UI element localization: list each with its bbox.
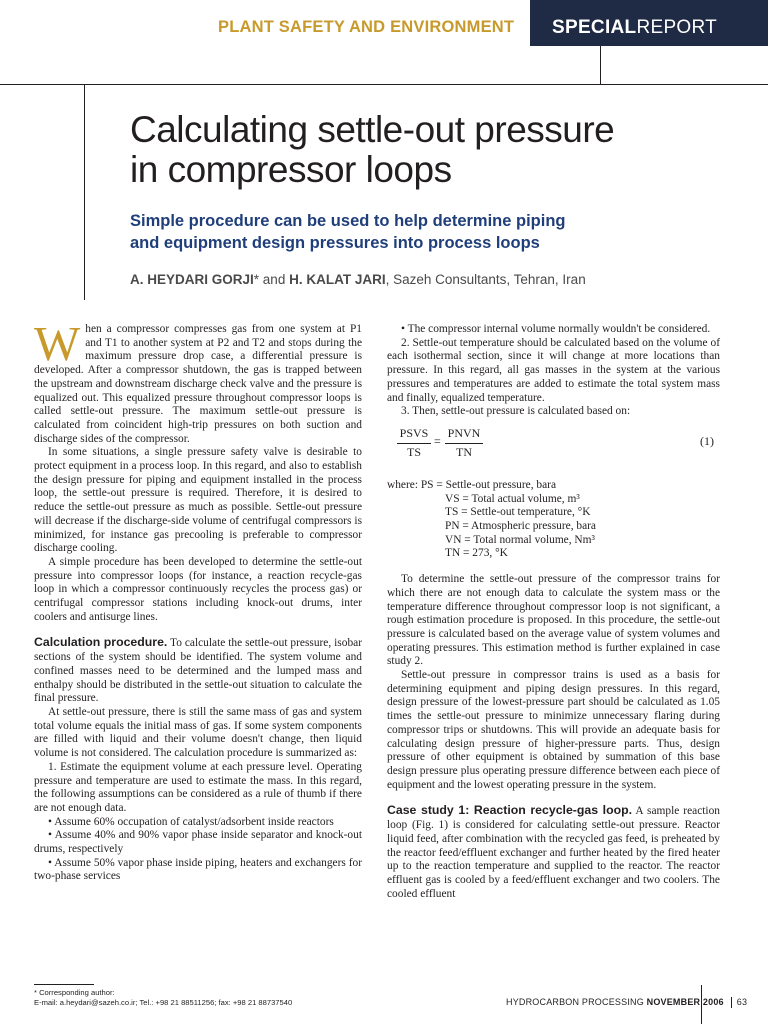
author-affiliation: , Sazeh Consultants, Tehran, Iran — [385, 272, 586, 287]
body-paragraph: A simple procedure has been developed to determine the settle-out pressure into compressor loops (for instance, a reaction recycle-gas loop in which a compressor continuously recycles the process gas) or centrifugal compressor stations including knock-out drums, inter coolers and antisurge lines. — [34, 555, 362, 623]
equation-lhs — [397, 427, 431, 459]
body-column-right — [387, 323, 720, 901]
equation-rhs-numerator: PNVN — [447, 425, 481, 440]
fraction-bar — [397, 443, 431, 444]
equation-number: (1) — [700, 433, 714, 448]
equation-rhs — [445, 427, 483, 459]
body-paragraph: Settle-out pressure in compressor trains is used as a basis for determining equipment and piping design pressures. In this regard, design pressure of the lowest-pressure part should be calculated as 1.05 times the settle-out pressure to minimize unnecessary flaring during compressor trips or shutdowns. This will provide an adequate basis for calculating design pressure of higher-pressure parts. Thus, design pressure of other equipment is obtained by summation of this base design pressure plus operating pressure difference between each piece of equipment and the lowest operating pressure in the system. — [387, 669, 720, 791]
case-study-text: A sample reaction loop (Fig. 1) is considered for calculating settle-out pressure. Reactor liquid feed, after combination with the recycled gas feed, is preheated by the reactor feed/effluent exchanger and further heated by the fired heater up to the reaction temperature and supplied to the reactor. The reactor effluent gas is cooled by a feed/effluent exchanger and two coolers. The cooled effluent — [387, 805, 720, 900]
body-paragraph: To determine the settle-out pressure of the compressor trains for which there are not enough data to calculate the system mass or the temperature difference throughout compressor loop is not significant, a rough estimation procedure is proposed. In this procedure, the settle-out pressure is calculated based on the average value of system volumes and operating pressures. This estimation method is further explained in case study 2. — [387, 573, 720, 668]
page-folio — [506, 997, 747, 1008]
folio-divider — [731, 997, 732, 1008]
definition-ts: TS = Settle-out temperature, °K — [445, 506, 591, 519]
subtitle-line-1: Simple procedure can be used to help determine piping — [130, 212, 566, 230]
body-paragraph: 1. Estimate the equipment volume at each pressure level. Operating pressure and temperature are used to estimate the mass. In this regard, the following assumptions can be considered as a rule of thumb if there are not enough data. — [34, 760, 362, 814]
calc-text: To calculate the settle-out pressure, isobar sections of the system should be identified. The system volume and confined masses need to be determined and the lumped mass and enthalpy should be distributed in the settle-out situation to calculate the final pressure. — [34, 637, 362, 705]
bullet-item: • Assume 60% occupation of catalyst/adsorbent inside reactors — [48, 815, 334, 828]
author-1: A. HEYDARI GORJI — [130, 272, 254, 287]
equation-equals: = — [434, 433, 441, 448]
footnote-label: * Corresponding author: — [34, 988, 115, 997]
calc-procedure-paragraph — [34, 636, 362, 706]
page-number: 63 — [736, 997, 748, 1007]
section-heading-calculation: Calculation procedure. — [34, 635, 168, 650]
body-paragraph: 3. Then, settle-out pressure is calculated based on: — [401, 405, 631, 418]
bullet-item: • Assume 40% and 90% vapor phase inside separator and knock-out drums, respectively — [34, 829, 362, 856]
definition-vs: VS = Total actual volume, m³ — [445, 492, 580, 505]
variable-definitions — [387, 479, 720, 561]
equation-lhs-numerator: PSVS — [399, 425, 429, 440]
issue-date: NOVEMBER 2006 — [646, 997, 724, 1007]
case-study-paragraph — [387, 804, 720, 901]
journal-name: HYDROCARBON PROCESSING — [506, 997, 644, 1007]
author-byline — [130, 272, 586, 287]
definition-row — [387, 479, 720, 493]
intro-text: hen a compressor compresses gas from one system at P1 and T1 to another system at P2 and T2 and stops during the maximum pressure drop case, a differential pressure is developed. After a compressor shutdown, the gas is trapped between the upstream and downstream discharge check valve and the pressure is equalized out. This equalized pressure throughout compressor loops is called settle-out pressure. The maximum settle-out pressure is calculated from coincident high-trip pressures on both suction and discharge sides of the compressor. — [34, 323, 362, 445]
section-heading-case-study-1: Case study 1: Reaction recycle-gas loop. — [387, 803, 633, 818]
body-column-left — [34, 316, 362, 884]
bullet-item: • The compressor internal volume normally wouldn't be considered. — [401, 323, 711, 335]
equation-rhs-denominator: TN — [456, 444, 472, 459]
author-2: H. KALAT JARI — [289, 272, 386, 287]
special-report-banner — [530, 0, 768, 46]
footnote-contact: E-mail: a.heydari@sazeh.co.ir; Tel.: +98 21 88511256; fax: +98 21 88737540 — [34, 998, 293, 1007]
footnote-rule — [34, 984, 94, 985]
article-subtitle — [130, 210, 566, 254]
definition-vn: VN = Total normal volume, Nm³ — [445, 533, 595, 546]
body-paragraph: In some situations, a single pressure safety valve is desirable to protect equipment in a process loop. In this regard, and also to establish the design pressure for piping and equipment installed in the process loop, the settle-out pressure is required. Therefore, it is desired to reduce the settle-out pressure as much as possible. Settle-out pressure will decrease if the discharge-side volume of centrifugal compressors is minimized, for instance gas precooling is preferable to compressor discharge cooling. — [34, 446, 362, 555]
intro-paragraph — [34, 316, 362, 446]
drop-cap: W — [34, 316, 81, 371]
title-side-rule — [84, 84, 85, 300]
footnote — [34, 988, 292, 1008]
equation-1 — [397, 425, 720, 473]
body-paragraph: 2. Settle-out temperature should be calculated based on the volume of each isothermal section, since it will change at more locations than pressure. In this regard, all gas masses in the system at the various pressures and temperatures are added to estimate the total system mass and finally, equalized temperature. — [387, 336, 720, 404]
definition-tn: TN = 273, °K — [445, 547, 508, 560]
subtitle-line-2: and equipment design pressures into process loops — [130, 234, 540, 252]
spacer — [387, 561, 720, 573]
where-label: where: — [387, 478, 421, 491]
bullet-item: • Assume 50% vapor phase inside piping, heaters and exchangers for two-phase services — [34, 856, 362, 883]
title-line-2: in compressor loops — [130, 149, 452, 190]
body-paragraph: At settle-out pressure, there is still the same mass of gas and system total volume equals the initial mass of gas. If some system components are filled with liquid and their volume doesn't change, then liquid volume is not considered. The calculation procedure is summarized as: — [34, 705, 362, 760]
banner-divider — [600, 46, 601, 84]
title-line-1: Calculating settle-out pressure — [130, 109, 615, 150]
article-title — [130, 110, 614, 190]
report-label: REPORT — [636, 17, 718, 38]
equation-lhs-denominator: TS — [406, 444, 421, 459]
header-rule — [0, 84, 768, 85]
author-conjunction: and — [259, 272, 290, 287]
definition-pn: PN = Atmospheric pressure, bara — [445, 520, 596, 533]
definition-ps: PS = Settle-out pressure, bara — [420, 478, 557, 491]
section-heading: PLANT SAFETY AND ENVIRONMENT — [218, 18, 515, 36]
corresponding-mark: * — [253, 272, 260, 287]
special-label: SPECIAL — [552, 17, 637, 38]
fraction-bar — [445, 443, 483, 444]
